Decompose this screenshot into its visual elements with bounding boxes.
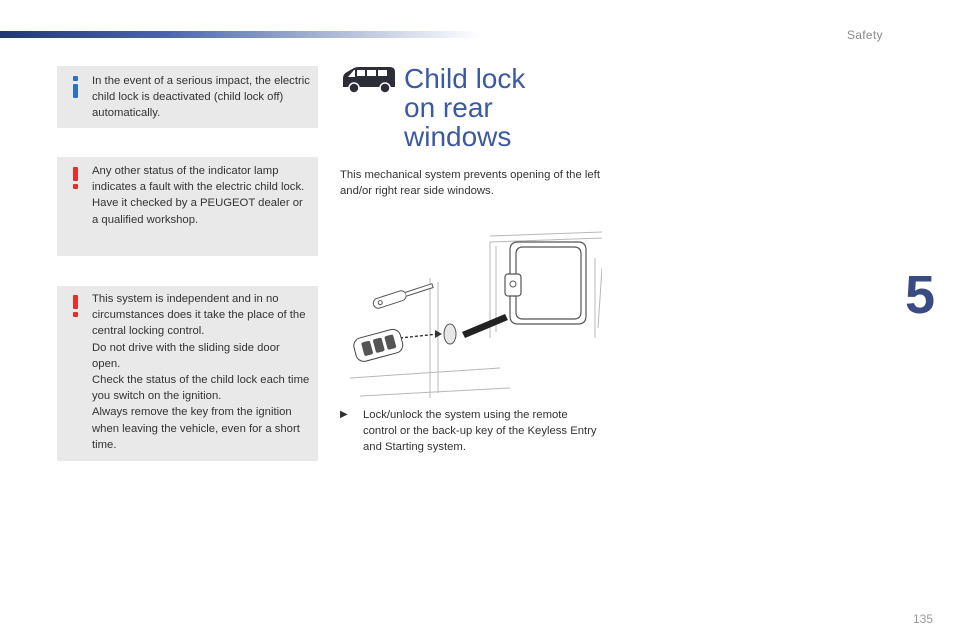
title-line: Child lock <box>404 63 526 94</box>
warning-note-2-line-4: Always remove the key from the ignition when leaving the vehicle, even for a short time. <box>92 406 300 451</box>
chapter-number: 5 <box>905 265 936 325</box>
info-note <box>57 66 318 128</box>
warning-icon <box>71 295 79 317</box>
warning-note-1-line-1: Any other status of the indicator lamp indicates a fault with the electric child lock. <box>92 165 305 194</box>
warning-icon <box>71 167 79 189</box>
page-number: 135 <box>913 612 934 626</box>
info-note-text: In the event of a serious impact, the electric child lock is deactivated (child lock off) automatically. <box>92 75 310 120</box>
instruction-step-text: Lock/unlock the system using the remote control or the back-up key of the Keyless Entry and Starting system. <box>363 409 597 454</box>
child-lock-illustration <box>340 228 602 398</box>
warning-note-2-line-1: This system is independent and in no circumstances does it take the place of the central locking control. <box>92 293 306 338</box>
instruction-step <box>340 407 600 456</box>
warning-note-1-line-2: Have it checked by a PEUGEOT dealer or a qualified workshop. <box>92 197 303 226</box>
header-gradient-bar <box>0 31 480 38</box>
title-line: on rear <box>404 92 493 123</box>
warning-note-2-line-2: Do not drive with the sliding side door open. <box>92 341 280 370</box>
warning-note-2-line-3: Check the status of the child lock each time you switch on the ignition. <box>92 374 310 403</box>
intro-paragraph: This mechanical system prevents opening of the left and/or right rear side windows. <box>340 169 600 198</box>
section-label: Safety <box>847 28 883 42</box>
van-icon <box>340 65 398 95</box>
warning-note-system-independent <box>57 286 318 461</box>
title-line: windows <box>404 121 512 152</box>
info-icon <box>71 76 79 98</box>
warning-note-indicator-lamp <box>57 157 318 256</box>
page-title <box>404 64 525 151</box>
bullet-icon: ▶ <box>340 409 348 420</box>
